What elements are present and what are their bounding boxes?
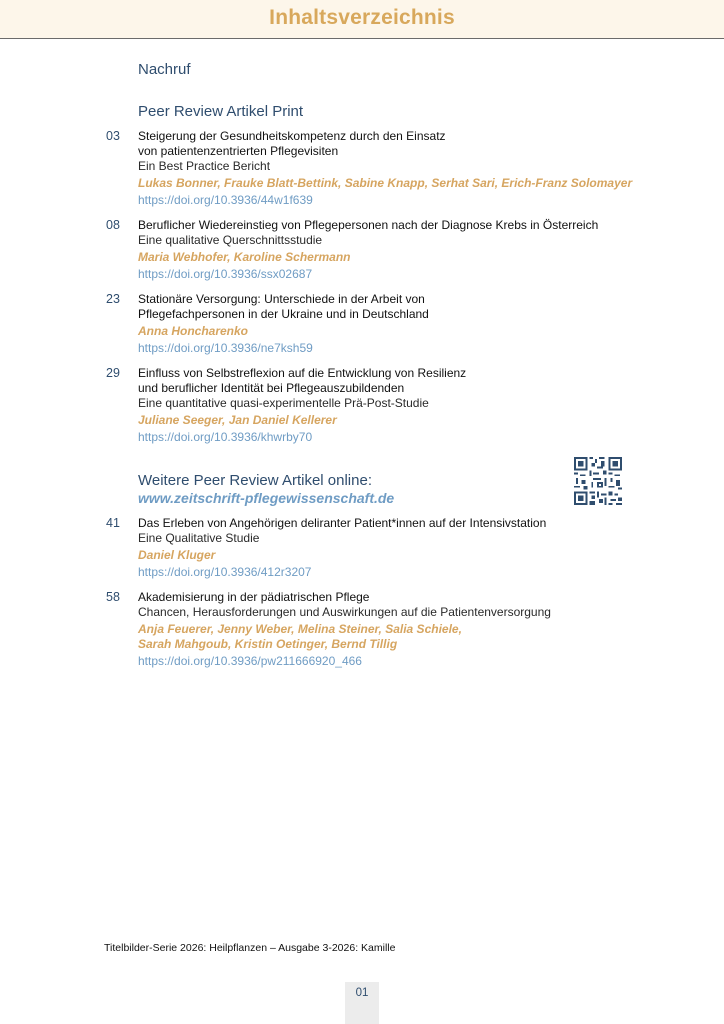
entry-subtitle: Eine Qualitative Studie xyxy=(138,531,260,545)
entry-authors: Sarah Mahgoub, Kristin Oetinger, Bernd Tillig xyxy=(138,637,398,651)
entry-body xyxy=(138,516,618,580)
online-url-link[interactable]: www.zeitschrift-pflegewissenschaft.de xyxy=(138,490,395,506)
entry-doi-link[interactable]: https://doi.org/10.3936/ne7ksh59 xyxy=(138,341,313,355)
section-title-nachruf[interactable]: Nachruf xyxy=(138,61,191,78)
header-band xyxy=(0,0,724,39)
entry-body xyxy=(138,129,633,208)
entry-authors: Anna Honcharenko xyxy=(138,324,249,338)
entry-authors: Maria Webhofer, Karoline Schermann xyxy=(138,250,351,264)
entry-doi-link[interactable]: https://doi.org/10.3936/pw211666920_466 xyxy=(138,654,362,668)
entry-authors: Lukas Bonner, Frauke Blatt-Bettink, Sabine Knapp, Serhat Sari, Erich-Franz Solomayer xyxy=(138,176,633,190)
entry-body xyxy=(138,590,618,669)
page-title: Inhaltsverzeichnis xyxy=(269,6,455,29)
entry-page-number: 23 xyxy=(106,292,120,306)
entry-title-line[interactable]: Stationäre Versorgung: Unterschiede in der Arbeit von xyxy=(138,292,425,306)
entry-page-number: 29 xyxy=(106,366,120,380)
entry-authors: Anja Feuerer, Jenny Weber, Melina Steiner, Salia Schiele, xyxy=(138,622,462,636)
entry-page-number: 41 xyxy=(106,516,120,530)
entry-title-line[interactable]: Einfluss von Selbstreflexion auf die Entwicklung von Resilienz xyxy=(138,366,467,380)
entry-subtitle: Chancen, Herausforderungen und Auswirkungen auf die Patientenversorgung xyxy=(138,605,551,619)
entry-title-line[interactable]: Pflegefachpersonen in der Ukraine und in Deutschland xyxy=(138,307,429,321)
entry-title-line[interactable]: und beruflicher Identität bei Pflegeauszubildenden xyxy=(138,381,405,395)
entry-title-line[interactable]: Beruflicher Wiedereinstieg von Pflegepersonen nach der Diagnose Krebs in Österreich xyxy=(138,218,599,232)
entry-title-line[interactable]: Das Erleben von Angehörigen deliranter Patient*innen auf der Intensivstation xyxy=(138,516,547,530)
entry-title-line[interactable]: Akademisierung in der pädiatrischen Pflege xyxy=(138,590,370,604)
entry-subtitle: Ein Best Practice Bericht xyxy=(138,159,271,173)
entry-subtitle: Eine quantitative quasi-experimentelle Prä-Post-Studie xyxy=(138,396,429,410)
entry-body xyxy=(138,218,618,282)
entry-doi-link[interactable]: https://doi.org/10.3936/ssx02687 xyxy=(138,267,313,281)
page-number-box xyxy=(345,982,379,1024)
page-number: 01 xyxy=(355,987,369,999)
entry-authors: Daniel Kluger xyxy=(138,548,216,562)
entry-doi-link[interactable]: https://doi.org/10.3936/412r3207 xyxy=(138,565,312,579)
footer-note: Titelbilder-Serie 2026: Heilpflanzen – Ausgabe 3-2026: Kamille xyxy=(104,942,396,954)
entry-page-number: 58 xyxy=(106,590,120,604)
section-title-online: Weitere Peer Review Artikel online: xyxy=(138,472,372,489)
section-title-print: Peer Review Artikel Print xyxy=(138,103,304,120)
entry-page-number: 03 xyxy=(106,129,120,143)
entry-doi-link[interactable]: https://doi.org/10.3936/44w1f639 xyxy=(138,193,313,207)
entry-body xyxy=(138,366,618,445)
qr-code-icon xyxy=(574,457,622,505)
entry-subtitle: Eine qualitative Querschnittsstudie xyxy=(138,233,323,247)
entry-authors: Juliane Seeger, Jan Daniel Kellerer xyxy=(138,413,337,427)
entry-title-line[interactable]: Steigerung der Gesundheitskompetenz durch den Einsatz xyxy=(138,129,446,143)
entry-doi-link[interactable]: https://doi.org/10.3936/khwrby70 xyxy=(138,430,313,444)
entry-body xyxy=(138,292,618,356)
entry-title-line[interactable]: von patientenzentrierten Pflegevisiten xyxy=(138,144,339,158)
entry-page-number: 08 xyxy=(106,218,120,232)
